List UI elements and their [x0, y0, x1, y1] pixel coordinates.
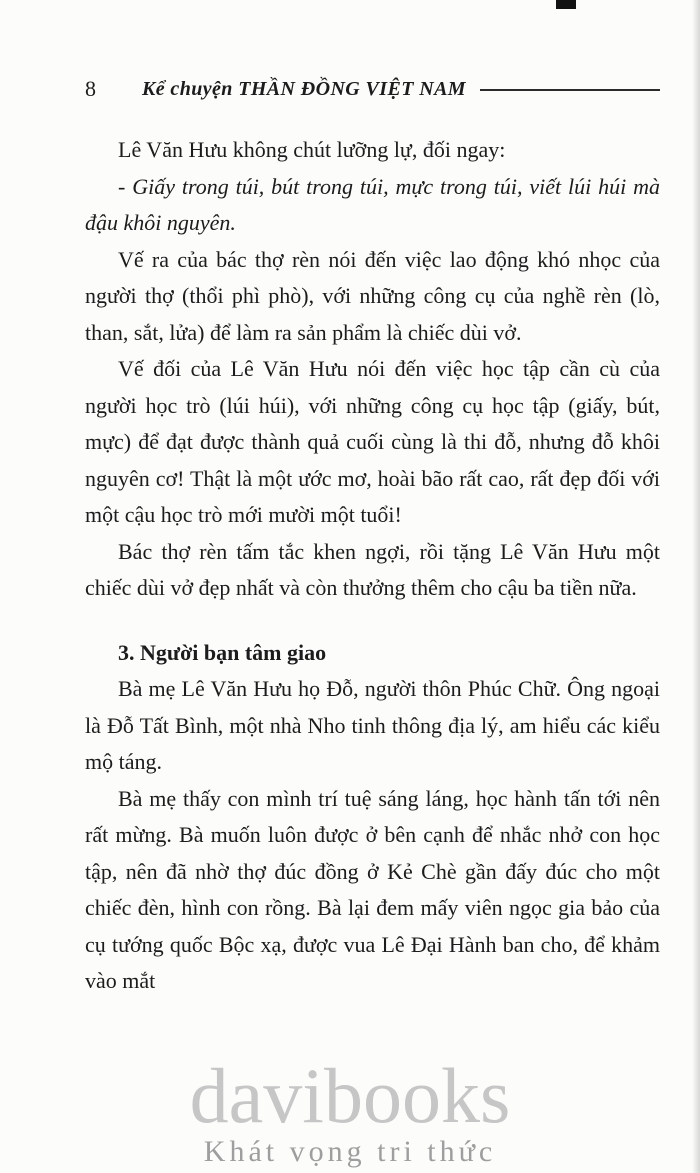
page-number: 8 — [85, 76, 96, 101]
section-heading: 3. Người bạn tâm giao — [118, 639, 327, 665]
paragraph: Bác thợ rèn tấm tắc khen ngợi, rồi tặng Lê Văn Hưu một chiếc dùi vở đẹp nhất và còn thưởng thêm cho cậu ba tiền nữa. — [85, 538, 660, 600]
paragraph: Bà mẹ thấy con mình trí tuệ sáng láng, học hành tấn tới nên rất mừng. Bà muốn luôn được ở bên cạnh để nhắc nhở con học tập, nên đã nhờ thợ đúc đồng ở Kẻ Chè gần đấy đúc cho một chiếc đèn, hình con rồng. Bà lại đem mấy viên ngọc gia bảo của cụ tướng quốc Bộc xạ, được vua Lê Đại Hành ban cho, để khảm vào mắt — [85, 785, 660, 993]
page-body — [0, 132, 700, 1000]
header-rule — [480, 89, 660, 91]
scan-edge-shadow — [692, 0, 700, 1173]
scan-artifact-top — [556, 0, 576, 9]
paragraph: Vế ra của bác thợ rèn nói đến việc lao động khó nhọc của người thợ (thổi phì phò), với những công cụ của nghề rèn (lò, than, sắt, lửa) để làm ra sản phẩm là chiếc dùi vở. — [85, 246, 660, 345]
paragraph-italic-couplet: - Giấy trong túi, bút trong túi, mực trong túi, viết lúi húi mà đậu khôi nguyên. — [85, 173, 660, 235]
paragraph: Bà mẹ Lê Văn Hưu họ Đỗ, người thôn Phúc Chữ. Ông ngoại là Đỗ Tất Bình, một nhà Nho tinh thông địa lý, am hiểu các kiểu mộ táng. — [85, 676, 660, 774]
watermark-slogan: Khát vọng tri thức — [203, 1135, 497, 1168]
watermark-logo: davibooks — [189, 1052, 511, 1139]
paragraph: Lê Văn Hưu không chút lưỡng lự, đối ngay: — [118, 137, 506, 162]
running-title: Kể chuyện THẦN ĐỒNG VIỆT NAM — [142, 77, 466, 100]
page-header — [0, 76, 700, 102]
watermark — [0, 1052, 700, 1169]
paragraph: Vế đối của Lê Văn Hưu nói đến việc học tập cần cù của người học trò (lúi húi), với những công cụ học tập (giấy, bút, mực) để đạt được thành quả cuối cùng là thi đỗ, nhưng đỗ khôi nguyên cơ! Thật là một ước mơ, hoài bão rất cao, rất đẹp đối với một cậu học trò mới mười một tuổi! — [85, 356, 660, 527]
